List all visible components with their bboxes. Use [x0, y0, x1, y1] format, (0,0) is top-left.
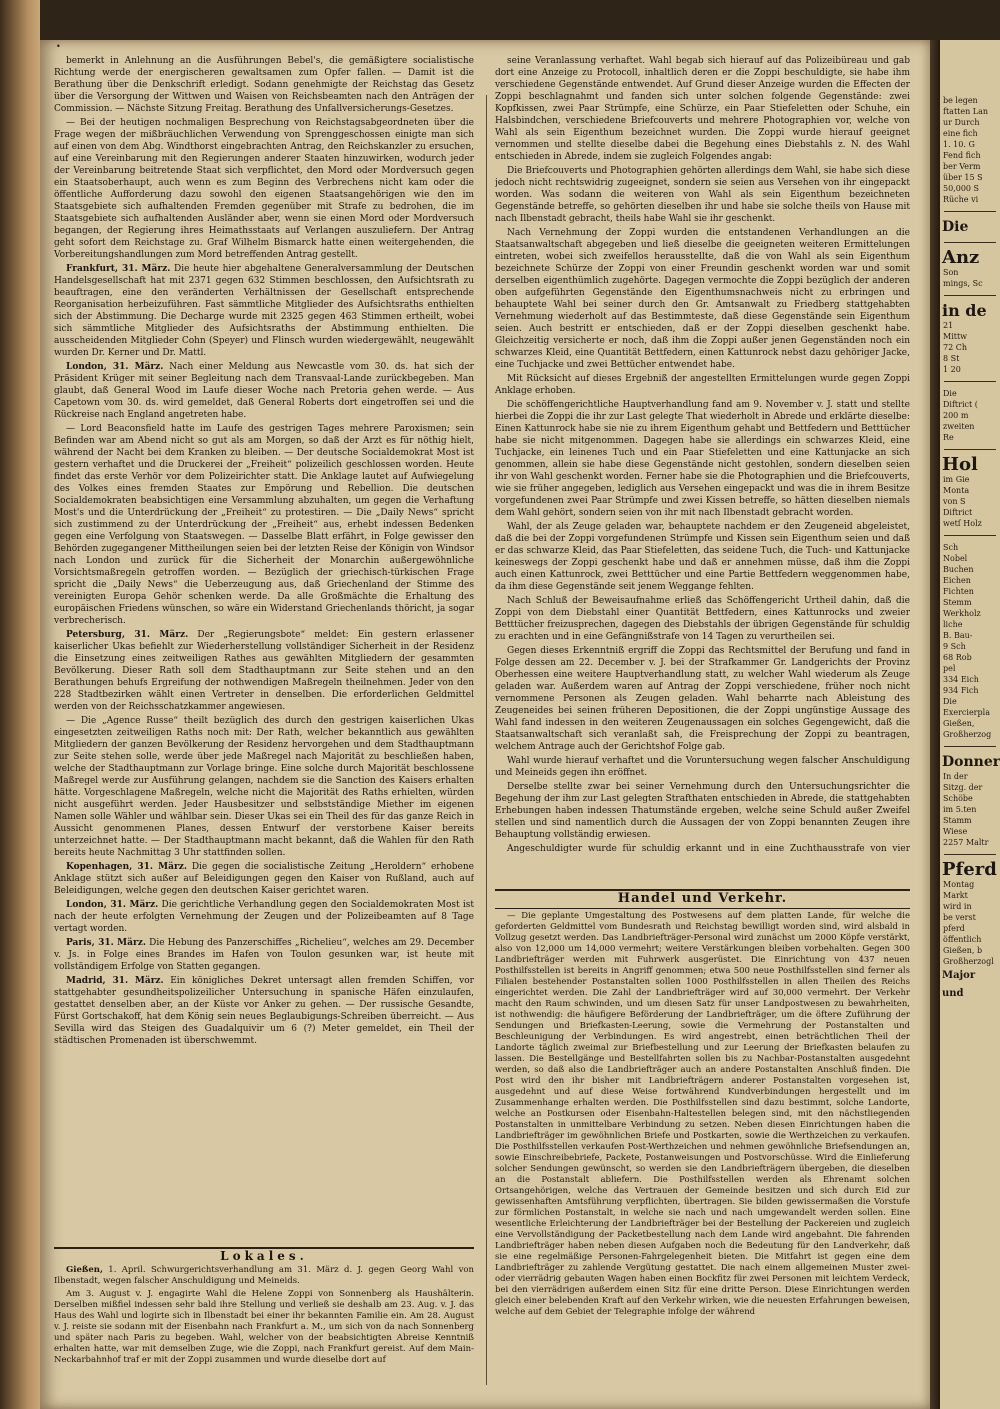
handel-title: Handel und Verkehr.: [617, 891, 788, 906]
article-paragraph: [54, 1289, 474, 1366]
paragraph-text: Die schöffengerichtliche Hauptverhandlung fand am 9. November v. J. statt und stellte hierbei die Zoppi die ihr zur Last gelegte That wiederholt in Abrede und erklärte dieselbe: Einen Kattunrock habe sie nie zu ihrem Eigenthum gehabt und Bettfedern und Betttücher habe sie nicht mitgenommen. Dagegen habe sie allerdings ein schwarzes Kleid, eine Tuchjacke, ein leinenes Tuch und ein Paar Stiefeletten und eine Kattunjacke an sich genommen, allein sie habe diese Gegenstände nicht gestohlen, sondern dieselben seien ihr von Wahl geschenkt worden. Ferner habe sie die Photographien und die Briefcouverts, wie sie früher angegeben, lediglich aus Versehen eingepackt und was die in ihrem Besitze vorgefundenen zwei Paar Strümpfe und zwei Kissen betreffe, so hätten dieselben niemals dem Wahl gehört, sondern seien von ihr mit nach Ilbenstadt gebracht worden.: [495, 400, 910, 518]
article-paragraph: [54, 715, 474, 859]
next-page-line: 934 Fich: [943, 686, 979, 695]
next-page-line: 9 Sch: [943, 642, 966, 651]
paragraph-text: Mit Rücksicht auf dieses Ergebniß der angestellten Ermittelungen wurde gegen Zoppi Anklage erhoben.: [495, 374, 910, 396]
next-page-line: Stamm: [943, 816, 972, 825]
next-page-line: Mittw: [943, 332, 968, 341]
next-page-line: 2257 Maltr: [943, 838, 989, 847]
next-page-line: Sch: [943, 543, 959, 552]
dateline: Gießen,: [66, 1265, 103, 1275]
dateline: Frankfurt, 31. März.: [66, 264, 171, 274]
next-page-line: In der: [943, 772, 968, 781]
next-page-line: 334 Eich: [943, 675, 979, 684]
paragraph-text: Nach Vernehmung der Zoppi wurden die entstandenen Verhandlungen an die Staatsanwaltschaft abgegeben und ließ dieselbe die geeigneten weiteren Ermittelungen eintreten, wobei sich zweifellos herausstellte, daß die von Wahl als sein Eigenthum bezeichnete Schürze der Zoppi von einer Freundin geschenkt worden war und somit derselben eigenthümlich zugehörte. Dagegen vermochte die Zoppi bezüglich der anderen oben aufgeführten Gegenstände den Eigenthumsnachweis nicht zu erbringen und behauptete Wahl bei seiner durch den Gr. Amtsanwalt zu Friedberg stattgehabten Vernehmung wiederholt auf das Bestimmteste, daß diese Gegenstände sein Eigenthum seien. Auch bestritt er entschieden, daß er der Zoppi dieselben geschenkt habe. Gleichzeitig versicherte er noch, daß ihm die Zoppi außer jenen Gegenständen noch ein schwarzes Kleid, eine Quantität Bettfedern, einen Kattunrock nebst dazu gehöriger Jacke, eine Tuchjacke und zwei Bettücher entwendet habe.: [495, 228, 910, 370]
article-paragraph: [54, 937, 474, 973]
next-page-line: pferd: [943, 924, 965, 933]
article-paragraph: [54, 263, 474, 359]
paragraph-text: Nach einer Meldung aus Newcastle vom 30. ds. hat sich der Präsident Krüger mit seiner Begleitung nach dem Transvaal-Lande zurückbegeben. Man glaubt, daß General Wood im Laufe dieser Woche nach Pretoria gehen werde. — Aus Capetown vom 30. ds. wird gemeldet, daß General Roberts dort eingetroffen sei und die Rückreise nach England angetreten habe.: [54, 362, 474, 420]
next-page-line: zweiten: [943, 422, 975, 431]
next-page-line: von S: [943, 497, 966, 506]
paragraph-text: — Die „Agence Russe“ theilt bezüglich des durch den gestrigen kaiserlichen Ukas eingesetzten zeitweiligen Raths noch mit: Der Rath, welcher bekanntlich aus gewählten Mitgliedern der ganzen Bevölkerung der Residenz hervorgehen und dem Stadthauptmann zur Seite stehen solle, werde über jede Maßregel nach Majorität zu beschließen haben, welche der Stadthauptmann zur Vorlage bringe. Eine solche durch Majorität beschlossene Maßregel werde zur Ausführung gelangen, nachdem sie die Sanction des Kaisers erhalten hätte. Vorgeschlagene Maßregeln, welche nicht die Majorität des Raths erhielten, würden nicht ausgeführt werden. Jeder Hausbesitzer und selbstständige Miether im eigenen Namen solle Wähler und wählbar sein. Dieser Ukas sei ein Theil des für das ganze Reich in Aussicht genommenen Planes, dessen Entwurf der verstorbene Kaiser bereits unterzeichnet hatte. — Der Stadthauptmann macht bekannt, daß die Wahlen für den Rath bereits heute Nachmittag 3 Uhr stattfinden sollen.: [54, 716, 474, 858]
next-page-line: be legen: [943, 96, 978, 105]
next-page-line: Schöbe: [943, 794, 973, 803]
article-paragraph: [54, 899, 474, 935]
next-page-line: Gießen,: [943, 719, 975, 728]
article-paragraph: [54, 55, 474, 115]
next-page-line: Die: [943, 389, 957, 398]
next-page-line: ber Verm: [943, 162, 981, 171]
article-paragraph: [495, 399, 910, 519]
paragraph-text: Die gegen die socialistische Zeitung „Heroldern“ erhobene Anklage stützt sich außer auf Beleidigungen gegen den Kaiser von Rußland, auch auf Beleidigungen, welche gegen den deutschen Kaiser gerichtet waren.: [54, 862, 474, 896]
column-divider: [486, 95, 487, 1385]
paragraph-text: Die Hebung des Panzerschiffes „Richelieu“, welches am 29. December v. Js. in Folge eines Brandes im Hafen von Toulon gesunken war, ist heute mit vollständigem Erfolge von Statten gegangen.: [54, 938, 474, 972]
next-page-line: 50,000 S: [943, 184, 980, 193]
next-page-line: pel: [943, 664, 956, 673]
np-heading-6: Pferd: [942, 859, 997, 880]
paragraph-text: Derselbe stellte zwar bei seiner Vernehmung durch den Untersuchungsrichter die Begehung der ihm zur Last gelegten Strafthaten entschieden in Abrede, die stattgehabten Erhebungen haben indessen Thatumstände ergeben, welche seine Schuld außer Zweifel stellen und sind namentlich durch die Aussagen der von Zoppi benannten Zeugen ihre Behauptung vollständig erwiesen.: [495, 782, 910, 840]
article-paragraph: [495, 227, 910, 371]
next-page-line: 1 20: [943, 365, 961, 374]
paragraph-text: Der „Regierungsbote“ meldet: Ein gestern erlassener kaiserlicher Ukas befiehlt zur Wiederherstellung vollständiger Sicherheit in der Residenz die Einsetzung eines zeitweiligen Rathes aus gewählten Mitgliedern der gesammten Bevölkerung. Dieser Rath soll dem Stadthauptmann zur Seite stehen und an den Berathungen behufs Ergreifung der nothwendigen Maßregeln theilnehmen. Jeder von den 228 Stadtbezirken wählt einen Vertreter in denselben. Die erforderlichen Geldmittel werden von der Reichsschatzkammer angewiesen.: [54, 630, 474, 712]
next-page-line: Re: [943, 433, 954, 442]
next-page-line: Fend fich: [943, 151, 981, 160]
dateline: London, 31. März.: [66, 362, 164, 372]
article-paragraph: [495, 781, 910, 841]
dateline: Madrid, 31. März.: [66, 976, 164, 986]
next-page-line: ftatten Lan: [943, 107, 989, 116]
next-page-line: im Gie: [943, 475, 970, 484]
paragraph-text: Am 3. August v. J. engagirte Wahl die Helene Zoppi von Sonnenberg als Haushälterin. Derselben mißfiel indessen sehr bald ihre Stellung und verließ sie deshalb am 23. Aug. v. J. das Haus des Wahl und logirte sich in Ilbenstadt bei einer ihr bekannten Familie ein. Am 28. August v. J. reiste sie sodann mit der Eisenbahn nach Frankfurt a. M., um sich von da nach Sonnenberg und später nach Paris zu begeben. Wahl, welcher von der beabsichtigten Abreise Kenntniß erhalten hatte, war mit demselben Zuge, wie die Zoppi, nach Frankfurt gereist. Auf dem Main-Neckarbahnhof traf er mit der Zoppi zusammen und wurde dieselbe dort auf: [54, 1289, 474, 1365]
paragraph-text: bemerkt in Anlehnung an die Ausführungen Bebel's, die gemäßigtere socialistische Richtung werde der energischeren gewaltsamen zum Opfer fallen. — Damit ist die Berathung über die Denkschrift erledigt. Sodann genehmigte der Reichstag das Gesetz über die Versorgung der Wittwen und Waisen von Reichsbeamten nach den Anträgen der Commission. — Nächste Sitzung Freitag. Berathung des Unfallversicherungs-Gesetzes.: [54, 56, 474, 114]
next-page-line: über 15 S: [943, 173, 983, 182]
next-page-line: liche: [943, 620, 963, 629]
next-page-line: Großherzogl: [943, 957, 994, 966]
article-paragraph: [495, 521, 910, 593]
paragraph-text: Wahl wurde hierauf verhaftet und die Voruntersuchung wegen falscher Anschuldigung und Meineids gegen ihn eröffnet.: [495, 756, 910, 778]
next-page-line: 68 Rob: [943, 653, 972, 662]
article-paragraph: [495, 165, 910, 225]
article-paragraph: [54, 117, 474, 261]
paragraph-text: Die gerichtliche Verhandlung gegen den Socialdemokraten Most ist nach der heute erfolgten Vernehmung der Zeugen und der Polizeibeamten auf 8 Tage vertagt worden.: [54, 900, 474, 934]
next-page-line: B. Bau-: [943, 631, 973, 640]
paragraph-text: Wahl, der als Zeuge geladen war, behauptete nachdem er den Zeugeneid abgeleistet, daß die bei der Zoppi vorgefundenen Strümpfe und Kissen sein Eigenthum seien und daß er das schwarze Kleid, das Paar Stiefeletten, das seidene Tuch, die Tuch- und Kattunjacke keineswegs der Zoppi geschenkt habe und daß er annehmen müsse, daß ihm die Zoppi auch einen Kattunrock, zwei Betttücher und eine Partie Bettfedern weggenommen habe, da ihm diese Gegenstände seit jenem Weggange fehlten.: [495, 522, 910, 592]
np-heading-1: Die: [942, 219, 969, 235]
next-page-line: mings, Sc: [943, 279, 983, 288]
np-heading-7: Major und: [942, 970, 976, 999]
book-binding: [930, 40, 940, 1409]
next-page-line: Wiese: [943, 827, 968, 836]
next-page-line: wird in: [943, 902, 972, 911]
article-paragraph: [495, 755, 910, 779]
article-paragraph: [54, 361, 474, 421]
article-paragraph: [495, 843, 910, 855]
paragraph-text: Die Briefcouverts und Photographien gehörten allerdings dem Wahl, sie habe sich diese jedoch nicht rechtswidrig zugeeignet, sondern sie seien aus Versehen von ihr eingepackt worden. Was sodann die weiteren von Wahl als sein Eigenthum bezeichneten Gegenstände betreffe, so gehörten dieselben ihr und habe sie solche theils von Hause mit nach Ilbenstadt gebracht, theils habe Wahl sie ihr geschenkt.: [495, 166, 910, 224]
middle-column: [495, 55, 910, 855]
next-page-line: Son: [943, 268, 959, 277]
np-heading-2: Anz: [942, 247, 980, 268]
paragraph-text: — Lord Beaconsfield hatte im Laufe des gestrigen Tages mehrere Paroxismen; sein Befinden war am Abend nicht so gut als am Morgen, so daß der Arzt es für nöthig hielt, während der Nacht bei dem Kranken zu bleiben. — Der deutsche Socialdemokrat Most ist gestern verhaftet und die Druckerei der „Freiheit“ polizeilich geschlossen worden. Heute findet das erste Verhör vor dem Polizeirichter statt. Die Anklage lautet auf Aufwiegelung des Volkes eines fremden Staates zur Empörung und Rebellion. Die deutschen Socialdemokraten beabsichtigen eine Versammlung abzuhalten, um gegen die Verhaftung Most's und die Unterdrückung der „Freiheit“ zu protestiren. — Die „Daily News“ spricht sich zustimmend zu der Unterdrückung der „Freiheit“ aus, erhebt indessen Bedenken gegen eine Verfolgung von Staatswegen. — Dasselbe Blatt erfährt, in Folge gewisser den Behörden zugegangener Mittheilungen seien bei der letzten Reise der Königin von Windsor nach London und zurück für die Sicherheit der Monarchin außergewöhnliche Vorsichtsmaßregeln getroffen worden. — Bezüglich der griechisch-türkischen Frage spricht die „Daily News“ die Ueberzeugung aus, daß Griechenland der Stimme des vereinigten Europa Gehör schenken werde. Da alle Großmächte die Erhaltung des europäischen Friedens wünschen, so wäre ein Widerstand Griechenlands thöricht, ja sogar verbrecherisch.: [54, 424, 474, 626]
next-page-line: Montag: [943, 880, 975, 889]
dateline: Kopenhagen, 31. März.: [66, 862, 187, 872]
np-heading-4: Hol: [942, 454, 978, 475]
next-page-line: im 5.ten: [943, 805, 977, 814]
section-rule: [495, 908, 910, 909]
article-paragraph: [495, 911, 910, 1318]
left-column: [54, 55, 474, 1235]
paragraph-text: Die heute hier abgehaltene Generalversammlung der Deutschen Handelsgesellschaft hat mit 2371 gegen 632 Stimmen beschlossen, den Aufsichtsrath zu beauftragen, eine den veränderten Verhältnissen der Gesellschaft entsprechende Reorganisation herbeizuführen. Fast sämmtliche Mitglieder des Aufsichtsraths enthielten sich der Abstimmung. Die Decharge wurde mit 2325 gegen 463 Stimmen ertheilt, wobei sich sämmtliche Mitglieder des Aufsichtsraths der Abstimmung enthielten. Die ausscheidenden Mitglieder Cohn (Speyer) und Flinsch wurden wiedergewählt, neugewählt wurden Dr. Kerner und Dr. Mattl.: [54, 264, 474, 358]
next-page-line: Sitzg. der: [943, 783, 983, 792]
paragraph-text: Gegen dieses Erkenntniß ergriff die Zoppi das Rechtsmittel der Berufung und fand in Folge dessen am 22. December v. J. bei der Strafkammer Gr. Landgerichts der Provinz Oberhessen eine weitere Hauptverhandlung statt, zu welcher Wahl wiederum als Zeuge geladen war. Außerdem waren auf Antrag der Zoppi verschiedene, früher noch nicht vernommene Personen als Zeugen geladen. Wahl beharrte nach Ableistung des Zeugeneides bei seinen früheren Depositionen, die der Zoppi ungünstige Aussage des Wahl fand indessen in den weiteren Zeugenaussagen ein solches Gegengewicht, daß die Staatsanwaltschaft sich veranlaßt sah, die Freisprechung der Zoppi zu beantragen, welchem Antrage auch der Gerichtshof Folge gab.: [495, 646, 910, 752]
next-page-line: ur Durch: [943, 118, 980, 127]
paragraph-text: Ein königliches Dekret untersagt allen fremden Schiffen, vor stattgehabter gesundheitspolizeilicher Untersuchung in spanische Häfen einzulaufen, gestattet denselben aber, an der Küste vor Anker zu gehen. — Der russische Gesandte, Fürst Gortschakoff, hat dem König sein neues Beglaubigungs-Schreiben überreicht. — Aus Sevilla wird das Steigen des Guadalquivir um 6 (?) Meter gemeldet, ein Theil der städtischen Promenaden ist überschwemmt.: [54, 976, 474, 1046]
handel-section: [495, 885, 910, 1390]
article-paragraph: [54, 1265, 474, 1287]
next-page-line: be verst: [943, 913, 976, 922]
next-page-fragment: [940, 40, 1000, 1409]
article-paragraph: [54, 861, 474, 897]
next-page-line: eine fich: [943, 129, 978, 138]
next-page-line: Diftrict: [943, 508, 973, 517]
page-edge-left: [0, 0, 40, 1409]
np-heading-5: Donner: [942, 754, 1000, 770]
next-page-line: Markt: [943, 891, 968, 900]
article-paragraph: [54, 975, 474, 1047]
next-page-line: Monta: [943, 486, 970, 495]
next-page-line: Diftrict (: [943, 400, 978, 409]
next-page-line: öffentlich: [943, 935, 982, 944]
paragraph-text: Angeschuldigter wurde für schuldig erkannt und in eine Zuchthausstrafe von vier: [507, 844, 910, 854]
paragraph-text: seine Veranlassung verhaftet. Wahl begab sich hierauf auf das Polizeibüreau und gab dort eine Anzeige zu Protocoll, inhaltlich deren er die Zoppi beschuldigte, sie habe ihm verschiedene Gegenstände entwendet. Auf Grund dieser Anzeige wurden die Effecten der Zoppi beschlagnahmt und fanden sich unter solchen folgende Gegenstände: zwei Kopfkissen, zwei Paar Strümpfe, eine Schürze, ein Paar Stiefeletten oder Schuhe, ein Halsbindchen, verschiedene Briefcouverts und mehrere Photographien vor, welche von Wahl als sein Eigenthum bezeichnet wurden. Die Zoppi wurde hierauf geeignet vernommen und stellte dieselbe dabei die Begehung eines Diebstahls z. N. des Wahl entschieden in Abrede, indem sie zugleich Folgendes angab:: [495, 56, 910, 162]
article-paragraph: [495, 595, 910, 643]
next-page-line: wetſ Holz: [943, 519, 982, 528]
paragraph-text: — Die geplante Umgestaltung des Postwesens auf dem platten Lande, für welche die geforderten Geldmittel vom Bundesrath und Reichstag bewilligt worden sind, wird alsbald in Vollzug gesetzt werden. Das Landbriefträger-Personal wird zunächst um 2000 Köpfe verstärkt, also von 12,000 um 14,000 vermehrt; weitere Verstärkungen bleiben vorbehalten. Gegen 300 Landbriefträger werden mit Fuhrwerk ausgerüstet. Die Einrichtung von 437 neuen Posthilfsstellen ist bereits in Angriff genommen; etwa 500 neue Posthilfsstellen sind ferner als Filialen bestehender Postanstalten sollen 1000 Posthilfsstellen in allen Theilen des Reichs eingerichtet werden. Die Zahl der Landbriefträger wird auf 30,000 vermehrt. Der Verkehr macht den Raum schwinden, und um diesen Satz für unser Landpostwesen zu bewahrheiten, ist nothwendig: die häufigere Beförderung der Landbriefträger, um die öftere Zuführung der Sendungen und Briefkasten-Leerung, sowie die Vermehrung der Postanstalten und Beschleunigung der Verbindungen. Es wird angestrebt, einen beträchtlichen Theil der Landorte täglich zweimal zur Briefbestellung und zur Leerung der Briefkasten belaufen zu lassen. Die Bestellgänge und Bestellfahrten sollen bis zu Nachbar-Postanstalten ausgedehnt werden, so daß also die Landbriefträger auch an andere Postanstalten Anschluß finden. Die Post wird den ihr bisher mit Landbriefträgern anderer Postanstalten vorgesehen ist, ausgedehnt und auf diese Weise fortwährend Kundverbindungen hergestellt und im Zusammenhange erhalten werden. Die Posthilfsstellen sind dazu bestimmt, solche Landorte, welche an Postkursen oder Eisenbahn-Haltestellen belegen sind, mit den nächstliegenden Postanstalten in unmittelbare Verbindung zu setzen. Neben diesen Einrichtungen haben die Landbriefträger im gewöhnlichen Briefe und Postkarten, sowie die Werthzeichen zu verkaufen. Die Posthilfsstellen verkaufen Post-Werthzeichen und nehmen gewöhnliche Briefsendungen an, sowie Einschreibebriefe, Packete, Postanweisungen und Postvorschüsse. Wird die Einlieferung solcher Sendungen gewünscht, so werden sie den Landbriefträgern übergeben, die dieselben an die Postanstalt abliefern. Die Posthilfsstellen werden als Ehrenamt solchen Ortsangehörigen, welche das Vertrauen der Gemeinde besitzen und sich durch Eid zur gewissenhaften Amtsführung verpflichten, übertragen. Sie bilden gewissermaßen die Vorstufe zur förmlichen Postanstalt, in welche sie nach und nach umgewandelt werden sollen. Eine wesentliche Erleichterung der Landbriefträger bei der Bestellung der Packereien und zugleich eine Vervollständigung der Packetbestellung nach dem Lande wird angebahnt. Die fahrenden Landbriefträger haben neben diesen Aufgaben noch die Bedeutung für den Landverkehr, daß sie eine regelmäßige Personen-Fahrgelegenheit bieten. Die Mitfahrt ist gegen eine dem Landbriefträger zu zahlende Vergütung gestattet. Die nach einem allgemeinen Muster zwei- oder vierrädrig gebauten Wagen haben einen Bockfitz für zwei Personen mit leichtem Verdeck, bei den vierrädrigen außerdem einen Sitz für eine dritte Person. Diese Einrichtungen werden gleich einer belebenden Kraft auf den Verkehr wirken, wie die neuesten Erfahrungen beweisen, welche auf dem Gebiet der Telegraphie infolge der während: [495, 911, 910, 1317]
dateline: Paris, 31. März.: [66, 938, 146, 948]
next-page-line: Fichten: [943, 587, 974, 596]
next-page-line: Buchen: [943, 565, 974, 574]
article-paragraph: [495, 645, 910, 753]
lokales-title: Lokales.: [220, 1249, 308, 1263]
next-page-line: Exercierpla: [943, 708, 990, 717]
article-paragraph: [495, 55, 910, 163]
dateline: London, 31. März.: [66, 900, 159, 910]
next-page-line: 1. 10. G: [943, 140, 975, 149]
lokales-section: [54, 1243, 474, 1393]
next-page-line: Rüche vi: [943, 195, 979, 204]
next-page-line: 8 St: [943, 354, 960, 363]
article-paragraph: [54, 423, 474, 627]
article-paragraph: [54, 629, 474, 713]
article-paragraph: [495, 373, 910, 397]
next-page-line: Gießen, b: [943, 946, 983, 955]
paragraph-text: — Bei der heutigen nochmaligen Besprechung von Reichstagsabgeordneten über die Frage wegen der mißbräuchlichen Verwendung von Sprenggeschossen einigte man sich auf einen von dem Abg. Windthorst eingebrachten Antrag, den Reichskanzler zu ersuchen, auf eine Vereinbarung mit den Regierungen anderer Staaten hinzuwirken, wodurch jeder der Vereinbarung beitretende Staat sich verpflichtet, den Mord oder Mordversuch gegen ein Staatsoberhaupt, auch wenn es zum Beginn des Verbrechens nicht kam oder die öffentliche Aufforderung dazu sowohl den eigenen Staatsangehörigen wie den im Staatsgebiete sich aufhaltenden Fremden gegenüber mit Strafe zu bedrohen, die im Staatsgebiete sich aufhaltenden Ausländer aber, wenn sie einen Mord oder Mordversuch begangen, der Regierung ihres Heimathsstaats auf Verlangen auszuliefern. Der Antrag geht sofort dem Reichstage zu. Graf Wilhelm Bismarck hatte einen weitergehenden, die Vorbereitungshandlungen zum Mord betreffenden Antrag gestellt.: [54, 118, 474, 260]
paragraph-text: 1. April. Schwurgerichtsverhandlung am 31. März d. J. gegen Georg Wahl von Ilbenstadt, wegen falscher Anschuldigung und Meineids.: [54, 1265, 474, 1286]
next-page-line: Nobel: [943, 554, 968, 563]
next-page-line: 72 Ch: [943, 343, 967, 352]
next-page-line: Großherzog: [943, 730, 992, 739]
bullet-mark: •: [56, 42, 61, 51]
next-page-line: Eichen: [943, 576, 971, 585]
dateline: Petersburg, 31. März.: [66, 630, 189, 640]
paragraph-text: Nach Schluß der Beweisaufnahme erließ das Schöffengericht Urtheil dahin, daß die Zoppi von dem Diebstahl einer Quantität Bettfedern, eines Kattunrocks und zweier Betttücher freizusprechen, dagegen des Diebstahls der übrigen Gegenstände für schuldig zu erachten und in eine Gefängnißstrafe von 14 Tagen zu verurtheilen sei.: [495, 596, 910, 642]
next-page-line: 21: [943, 321, 954, 330]
next-page-line: 200 m: [943, 411, 969, 420]
np-heading-3: in de: [942, 301, 987, 320]
next-page-line: Werkholz: [943, 609, 981, 618]
next-page-line: Stemm: [943, 598, 972, 607]
next-page-line: Die: [943, 697, 957, 706]
